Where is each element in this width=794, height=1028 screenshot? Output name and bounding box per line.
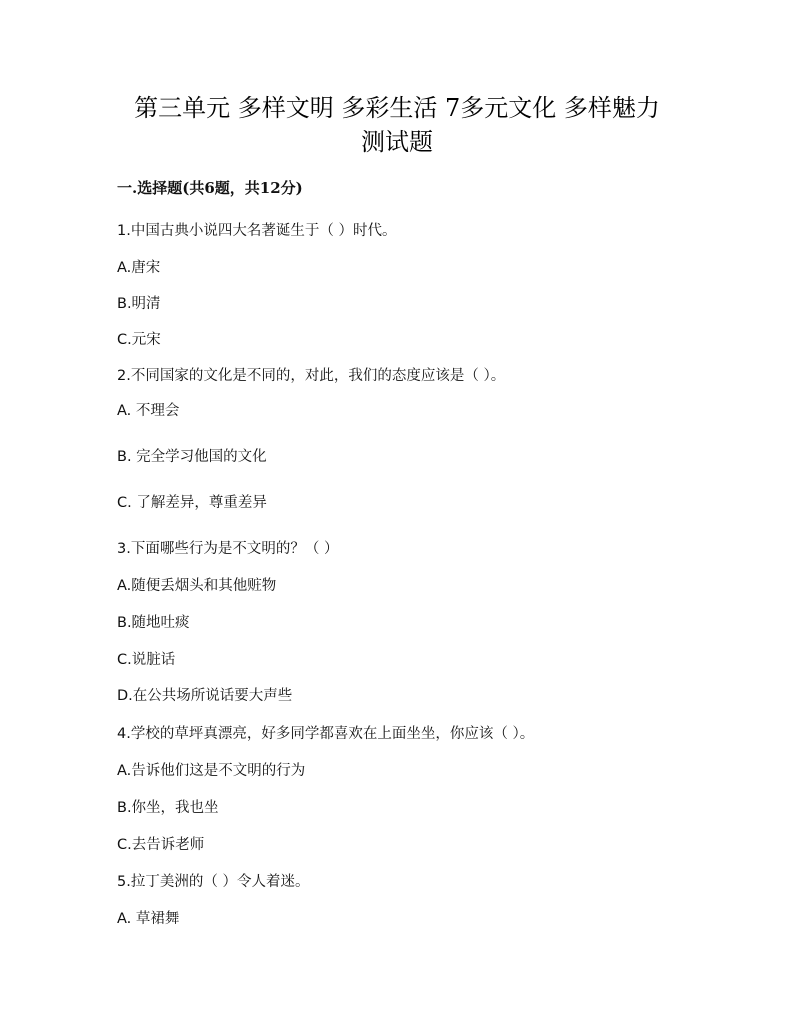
question-1-option-b: B.明清 <box>117 296 161 312</box>
question-5-stem: 5.拉丁美洲的（ ）令人着迷。 <box>117 874 310 890</box>
question-2-option-c: C. 了解差异，尊重差异 <box>117 495 267 511</box>
question-2-stem: 2.不同国家的文化是不同的，对此，我们的态度应该是（ ）。 <box>117 368 506 384</box>
question-1-option-c: C.元宋 <box>117 332 161 348</box>
question-4-option-b: B.你坐，我也坐 <box>117 800 219 816</box>
document-title-line-1: 第三单元 多样文明 多彩生活 7多元文化 多样魅力 <box>134 94 660 122</box>
question-2-option-b: B. 完全学习他国的文化 <box>117 449 267 465</box>
question-2-option-a: A. 不理会 <box>117 403 180 419</box>
question-4-option-c: C.去告诉老师 <box>117 837 205 853</box>
document-title-line-2: 测试题 <box>361 128 433 156</box>
question-3-option-c: C.说脏话 <box>117 652 176 668</box>
question-4-stem: 4.学校的草坪真漂亮，好多同学都喜欢在上面坐坐，你应该（ ）。 <box>117 726 535 742</box>
question-3-stem: 3.下面哪些行为是不文明的？（ ） <box>117 541 339 557</box>
question-5-option-a: A. 草裙舞 <box>117 911 180 927</box>
question-3-option-b: B.随地吐痰 <box>117 615 190 631</box>
question-1-option-a: A.唐宋 <box>117 260 161 276</box>
section-heading: 一.选择题(共6题，共12分) <box>117 179 303 197</box>
question-1-stem: 1.中国古典小说四大名著诞生于（ ）时代。 <box>117 223 397 239</box>
question-3-option-d: D.在公共场所说话要大声些 <box>117 688 293 704</box>
question-4-option-a: A.告诉他们这是不文明的行为 <box>117 763 306 779</box>
question-3-option-a: A.随便丢烟头和其他赃物 <box>117 578 277 594</box>
